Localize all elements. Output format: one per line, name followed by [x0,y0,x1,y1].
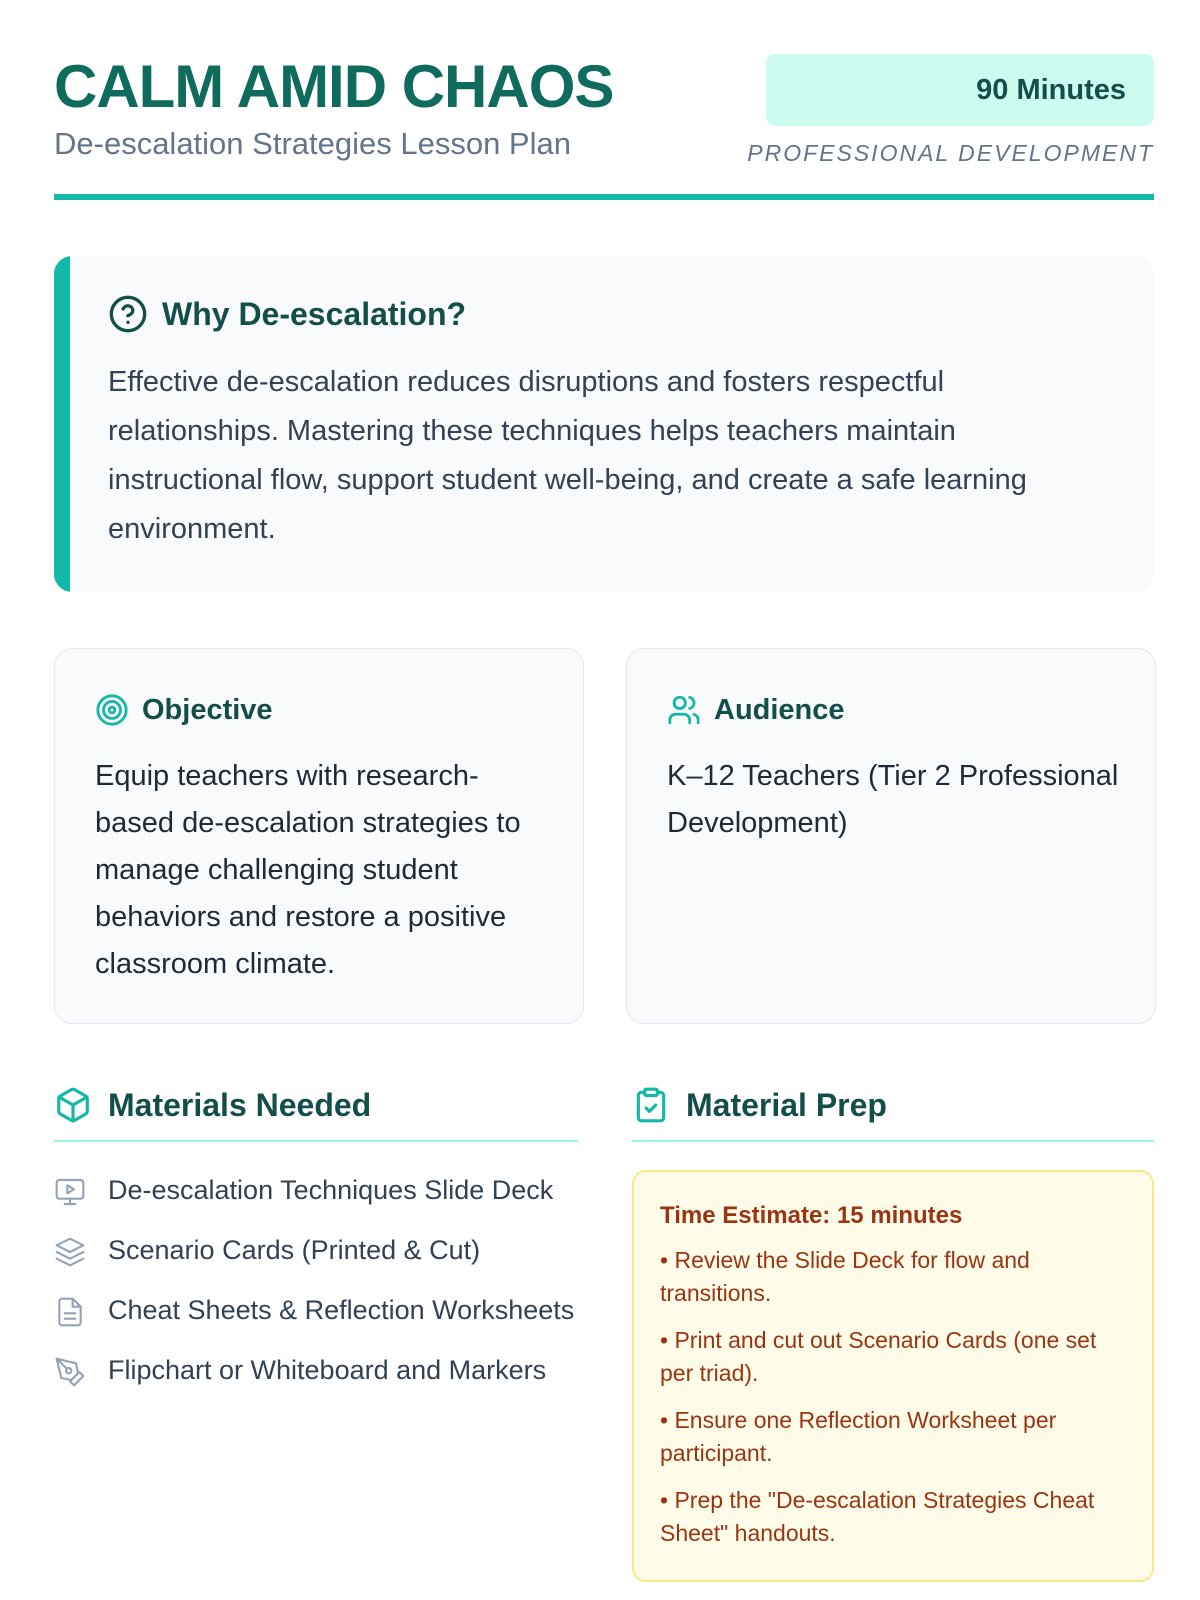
prep-section-header [632,1080,1154,1142]
objective-card [54,648,584,1024]
objective-heading-row [95,693,273,727]
category-label: PROFESSIONAL DEVELOPMENT [747,140,1154,166]
why-body: Effective de-escalation reduces disruptions and fosters respectful relationships. Mastering these techniques helps teachers maintain instructional flow, support student well-being, and create a safe learning environment. [108,366,1027,545]
materials-section-header [54,1080,578,1142]
material-label: Scenario Cards (Printed & Cut) [108,1235,481,1265]
audience-heading-row [667,693,845,727]
header-divider [54,194,1154,200]
why-card [54,256,1154,592]
audience-heading: Audience [714,693,845,726]
box-icon [54,1086,92,1124]
layers-icon [54,1236,86,1268]
list-item: • Review the Slide Deck for flow and transitions. [660,1244,1126,1310]
prep-time-estimate: Time Estimate: 15 minutes [660,1202,963,1229]
why-heading: Why De-escalation? [162,295,467,332]
marker-icon [54,1356,86,1388]
audience-body: K–12 Teachers (Tier 2 Professional Development) [667,760,1119,839]
objective-heading: Objective [142,693,273,726]
help-circle-icon [108,294,148,334]
material-label: Cheat Sheets & Reflection Worksheets [108,1295,575,1325]
list-item: • Prep the "De-escalation Strategies Cheat Sheet" handouts. [660,1484,1126,1550]
lesson-plan-page [54,0,1154,1600]
list-item [54,1350,594,1390]
presentation-icon [54,1176,86,1208]
materials-heading: Materials Needed [108,1087,372,1123]
material-label: Flipchart or Whiteboard and Markers [108,1355,547,1385]
header [54,52,1154,202]
audience-card [626,648,1156,1024]
why-accent-bar [54,256,70,592]
material-label: De-escalation Techniques Slide Deck [108,1175,554,1205]
page-title: CALM AMID CHAOS [54,53,614,120]
document-icon [54,1296,86,1328]
list-item: • Ensure one Reflection Worksheet per participant. [660,1404,1126,1470]
target-icon [95,693,129,727]
list-item [54,1290,594,1330]
list-item [54,1170,594,1210]
prep-list [660,1244,1126,1550]
list-item: • Print and cut out Scenario Cards (one set per triad). [660,1324,1126,1390]
materials-list [54,1170,594,1410]
why-heading-row [108,294,466,334]
prep-box [632,1170,1154,1582]
objective-body: Equip teachers with research-based de-escalation strategies to manage challenging student behaviors and restore a positive classroom climate. [95,760,521,980]
clipboard-check-icon [632,1086,670,1124]
prep-heading: Material Prep [686,1087,887,1123]
list-item [54,1230,594,1270]
duration-badge: 90 Minutes [766,54,1154,126]
users-icon [667,693,701,727]
page-subtitle: De-escalation Strategies Lesson Plan [54,126,571,161]
